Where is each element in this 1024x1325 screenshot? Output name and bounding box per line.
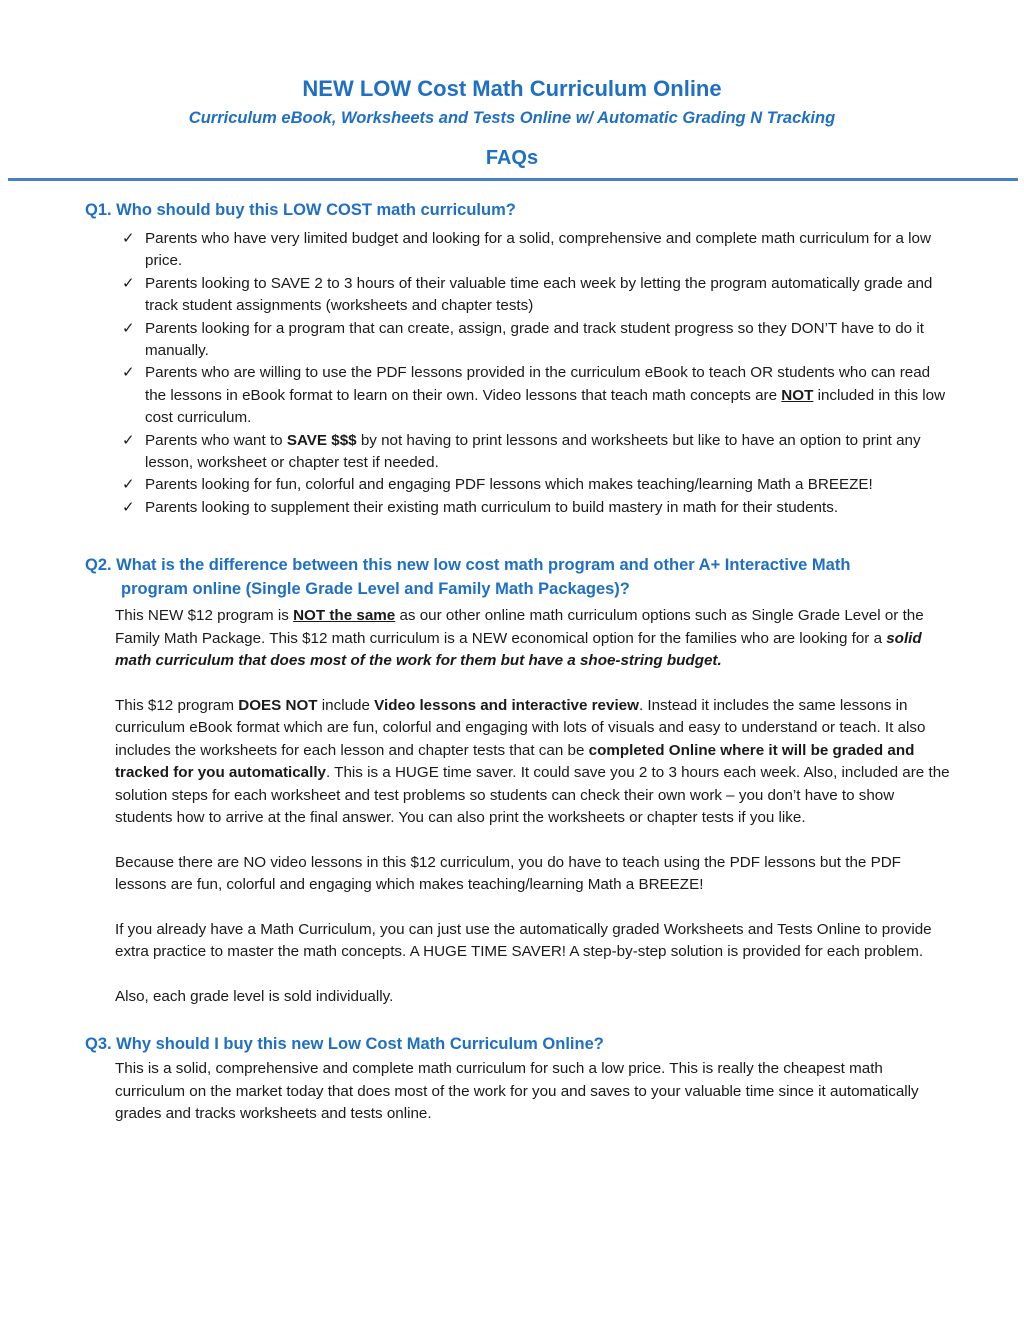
q3-question: Q3. Why should I buy this new Low Cost Math Curriculum Online? xyxy=(85,1035,604,1054)
check-icon: ✓ xyxy=(122,319,135,337)
check-icon: ✓ xyxy=(122,364,135,382)
header-divider xyxy=(8,178,1018,181)
q2-paragraph-4: If you already have a Math Curriculum, you can just use the automatically graded Worksheets and Tests Online to provide extra practice to master the math concepts. A HUGE TIME SAVER! A step-by-step solution is provided for each problem. xyxy=(115,920,932,961)
q2-paragraph-2: This $12 program DOES NOT include Video lessons and interactive review. Instead it includes the same lessons in curriculum eBook format which are fun, colorful and engaging with lots of visuals and easy to understand or teach. It also includes the worksheets for each lesson and chapter tests that can be completed Online where it will be graded and tracked for you automatically. This is a HUGE time saver. It could save you 2 to 3 hours each week. Also, included are the solution steps for each worksheet and test problems so students can check their own work – you don’t have to show students how to arrive at the final answer. You can also print the worksheets or chapter tests if you like. xyxy=(115,696,950,827)
q1-question: Q1. Who should buy this LOW COST math curriculum? xyxy=(85,201,516,219)
list-item: ✓ Parents who have very limited budget and looking for a solid, comprehensive and complete math curriculum for a low price. xyxy=(122,230,931,270)
emphasis-not: NOT xyxy=(781,386,814,404)
page-title: NEW LOW Cost Math Curriculum Online xyxy=(302,76,722,101)
list-item: ✓ Parents looking to supplement their existing math curriculum to build mastery in math for their students. xyxy=(122,497,955,519)
list-item: ✓ Parents who want to SAVE $$$ by not having to print lessons and worksheets but like to have an option to print any lesson, worksheet or chapter test if needed. xyxy=(122,431,921,472)
page-subtitle: Curriculum eBook, Worksheets and Tests Online w/ Automatic Grading N Tracking xyxy=(188,109,836,127)
list-item: ✓ Parents looking for a program that can create, assign, grade and track student progress so they DON’T have to do it manually. xyxy=(122,319,924,360)
emphasis-save: SAVE $$$ xyxy=(286,431,357,449)
faq-content xyxy=(85,198,955,1126)
check-icon: ✓ xyxy=(122,498,135,516)
q2-paragraph-1: This NEW $12 program is NOT the same as our other online math curriculum options such as Single Grade Level or the Family Math Package. This $12 math curriculum is a NEW economical option for the families who are looking for a solid math curriculum that does most of the work for them but have a shoe-string budget. xyxy=(115,607,924,670)
list-item: ✓ Parents looking for fun, colorful and engaging PDF lessons which makes teaching/learning Math a BREEZE! xyxy=(122,474,955,496)
faqs-heading: FAQs xyxy=(485,147,539,169)
q3-paragraph-1: This is a solid, comprehensive and complete math curriculum for such a low price. This is really the cheapest math curriculum on the market today that does most of the work for you and saves to your valuable time since it automatically grades and tracks worksheets and tests online. xyxy=(115,1060,919,1123)
check-icon: ✓ xyxy=(122,274,135,292)
list-item: ✓ Parents who are willing to use the PDF lessons provided in the curriculum eBook to teach OR students who can read the lessons in eBook format to learn on their own. Video lessons that teach math concepts are NOT included in this low cost curriculum. xyxy=(122,364,946,427)
check-icon: ✓ xyxy=(122,431,135,449)
q2-paragraph-5: Also, each grade level is sold individually. xyxy=(115,987,394,1005)
document-header xyxy=(0,0,1024,171)
check-icon: ✓ xyxy=(122,476,135,494)
list-item: ✓ Parents looking to SAVE 2 to 3 hours of their valuable time each week by letting the program automatically grade and track student assignments (worksheets and chapter tests) xyxy=(122,274,933,315)
check-icon: ✓ xyxy=(122,230,135,247)
q1-list xyxy=(85,228,955,519)
q2-paragraph-3: Because there are NO video lessons in this $12 curriculum, you do have to teach using the PDF lessons but the PDF lessons are fun, colorful and engaging which makes teaching/learning Math a BREEZE! xyxy=(115,853,901,894)
q2-question: Q2. What is the difference between this new low cost math program and other A+ Interactive Math program online (Single Grade Level and Family Math Packages)? xyxy=(85,556,851,599)
